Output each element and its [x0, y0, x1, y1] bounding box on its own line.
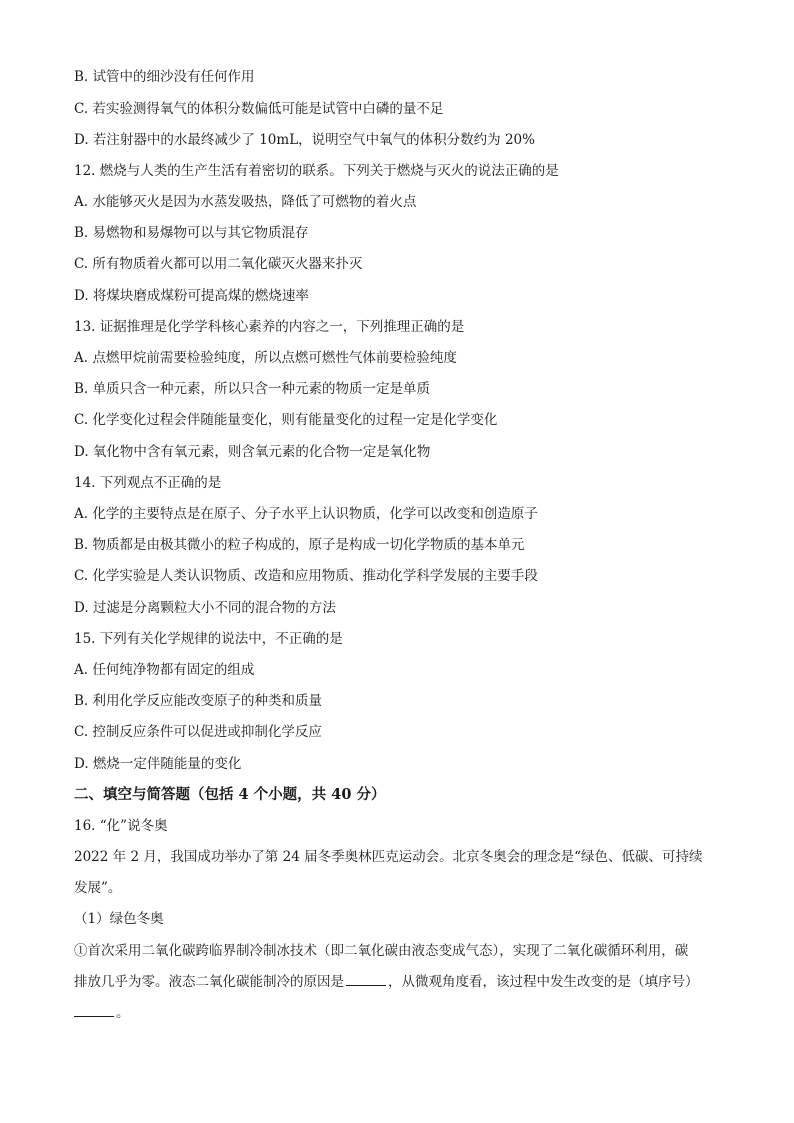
q12-option-a: A. 水能够灭火是因为水蒸发吸热，降低了可燃物的着火点 — [74, 194, 417, 210]
q13-option-a: A. 点燃甲烷前需要检验纯度，所以点燃可燃性气体前要检验纯度 — [74, 350, 457, 366]
answer-blank-2[interactable] — [74, 1004, 114, 1017]
q16-paragraph-line2-part1: 排放几乎为零。液态二氧化碳能制冷的原因是 — [74, 974, 344, 990]
q16-paragraph-line2-part2: ，从微观角度看，该过程中发生改变的是（填序号） — [388, 974, 699, 990]
q16-paragraph-line2 — [74, 973, 699, 991]
q16-intro-line1: 2022 年 2 月，我国成功举办了第 24 届冬季奥林匹克运动会。北京冬奥会的理念是“绿色、低碳、可持续 — [74, 849, 703, 865]
q15-option-b: B. 利用化学反应能改变原子的种类和质量 — [74, 693, 323, 709]
q11-option-b: B. 试管中的细沙没有任何作用 — [74, 69, 255, 85]
q15-option-d: D. 燃烧一定伴随能量的变化 — [74, 756, 242, 772]
answer-blank-1[interactable] — [346, 973, 386, 986]
q15-option-a: A. 任何纯净物都有固定的组成 — [74, 662, 255, 678]
q11-option-d: D. 若注射器中的水最终减少了 10mL，说明空气中氧气的体积分数约为 20% — [74, 132, 535, 148]
q15-stem: 15. 下列有关化学规律的说法中，不正确的是 — [74, 631, 343, 647]
q13-option-b: B. 单质只含一种元素，所以只含一种元素的物质一定是单质 — [74, 381, 431, 397]
q14-option-a: A. 化学的主要特点是在原子、分子水平上认识物质，化学可以改变和创造原子 — [74, 506, 538, 522]
q14-option-c: C. 化学实验是人类认识物质、改造和应用物质、推动化学科学发展的主要手段 — [74, 568, 538, 584]
q15-option-c: C. 控制反应条件可以促进或抑制化学反应 — [74, 724, 322, 740]
q16-intro-line2: 发展”。 — [74, 880, 122, 896]
q14-option-d: D. 过滤是分离颗粒大小不同的混合物的方法 — [74, 600, 336, 616]
q14-stem: 14. 下列观点不正确的是 — [74, 475, 222, 491]
q12-option-d: D. 将煤块磨成煤粉可提高煤的燃烧速率 — [74, 288, 309, 304]
q16-subheading: （1）绿色冬奥 — [74, 911, 164, 927]
section-heading: 二、填空与简答题（包括 4 个小题，共 40 分） — [74, 786, 386, 803]
q14-option-b: B. 物质都是由极其微小的粒子构成的，原子是构成一切化学物质的基本单元 — [74, 537, 525, 553]
q12-option-b: B. 易燃物和易爆物可以与其它物质混存 — [74, 225, 309, 241]
q16-paragraph-line3-end: 。 — [116, 1005, 130, 1021]
q16-paragraph-line1: ①首次采用二氧化碳跨临界制冷制冰技术（即二氧化碳由液态变成气态），实现了二氧化碳循环利用，碳 — [74, 943, 689, 959]
q11-option-c: C. 若实验测得氧气的体积分数偏低可能是试管中白磷的量不足 — [74, 101, 444, 117]
q13-stem: 13. 证据推理是化学学科核心素养的内容之一，下列推理正确的是 — [74, 319, 465, 335]
q13-option-c: C. 化学变化过程会伴随能量变化，则有能量变化的过程一定是化学变化 — [74, 412, 498, 428]
q13-option-d: D. 氧化物中含有氧元素，则含氧元素的化合物一定是氧化物 — [74, 444, 431, 460]
q12-stem: 12. 燃烧与人类的生产生活有着密切的联系。下列关于燃烧与灭火的说法正确的是 — [74, 163, 559, 179]
q12-option-c: C. 所有物质着火都可以用二氧化碳灭火器来扑灭 — [74, 256, 363, 272]
q16-paragraph-line3 — [74, 1004, 130, 1022]
q16-stem: 16. “化”说冬奥 — [74, 818, 168, 834]
